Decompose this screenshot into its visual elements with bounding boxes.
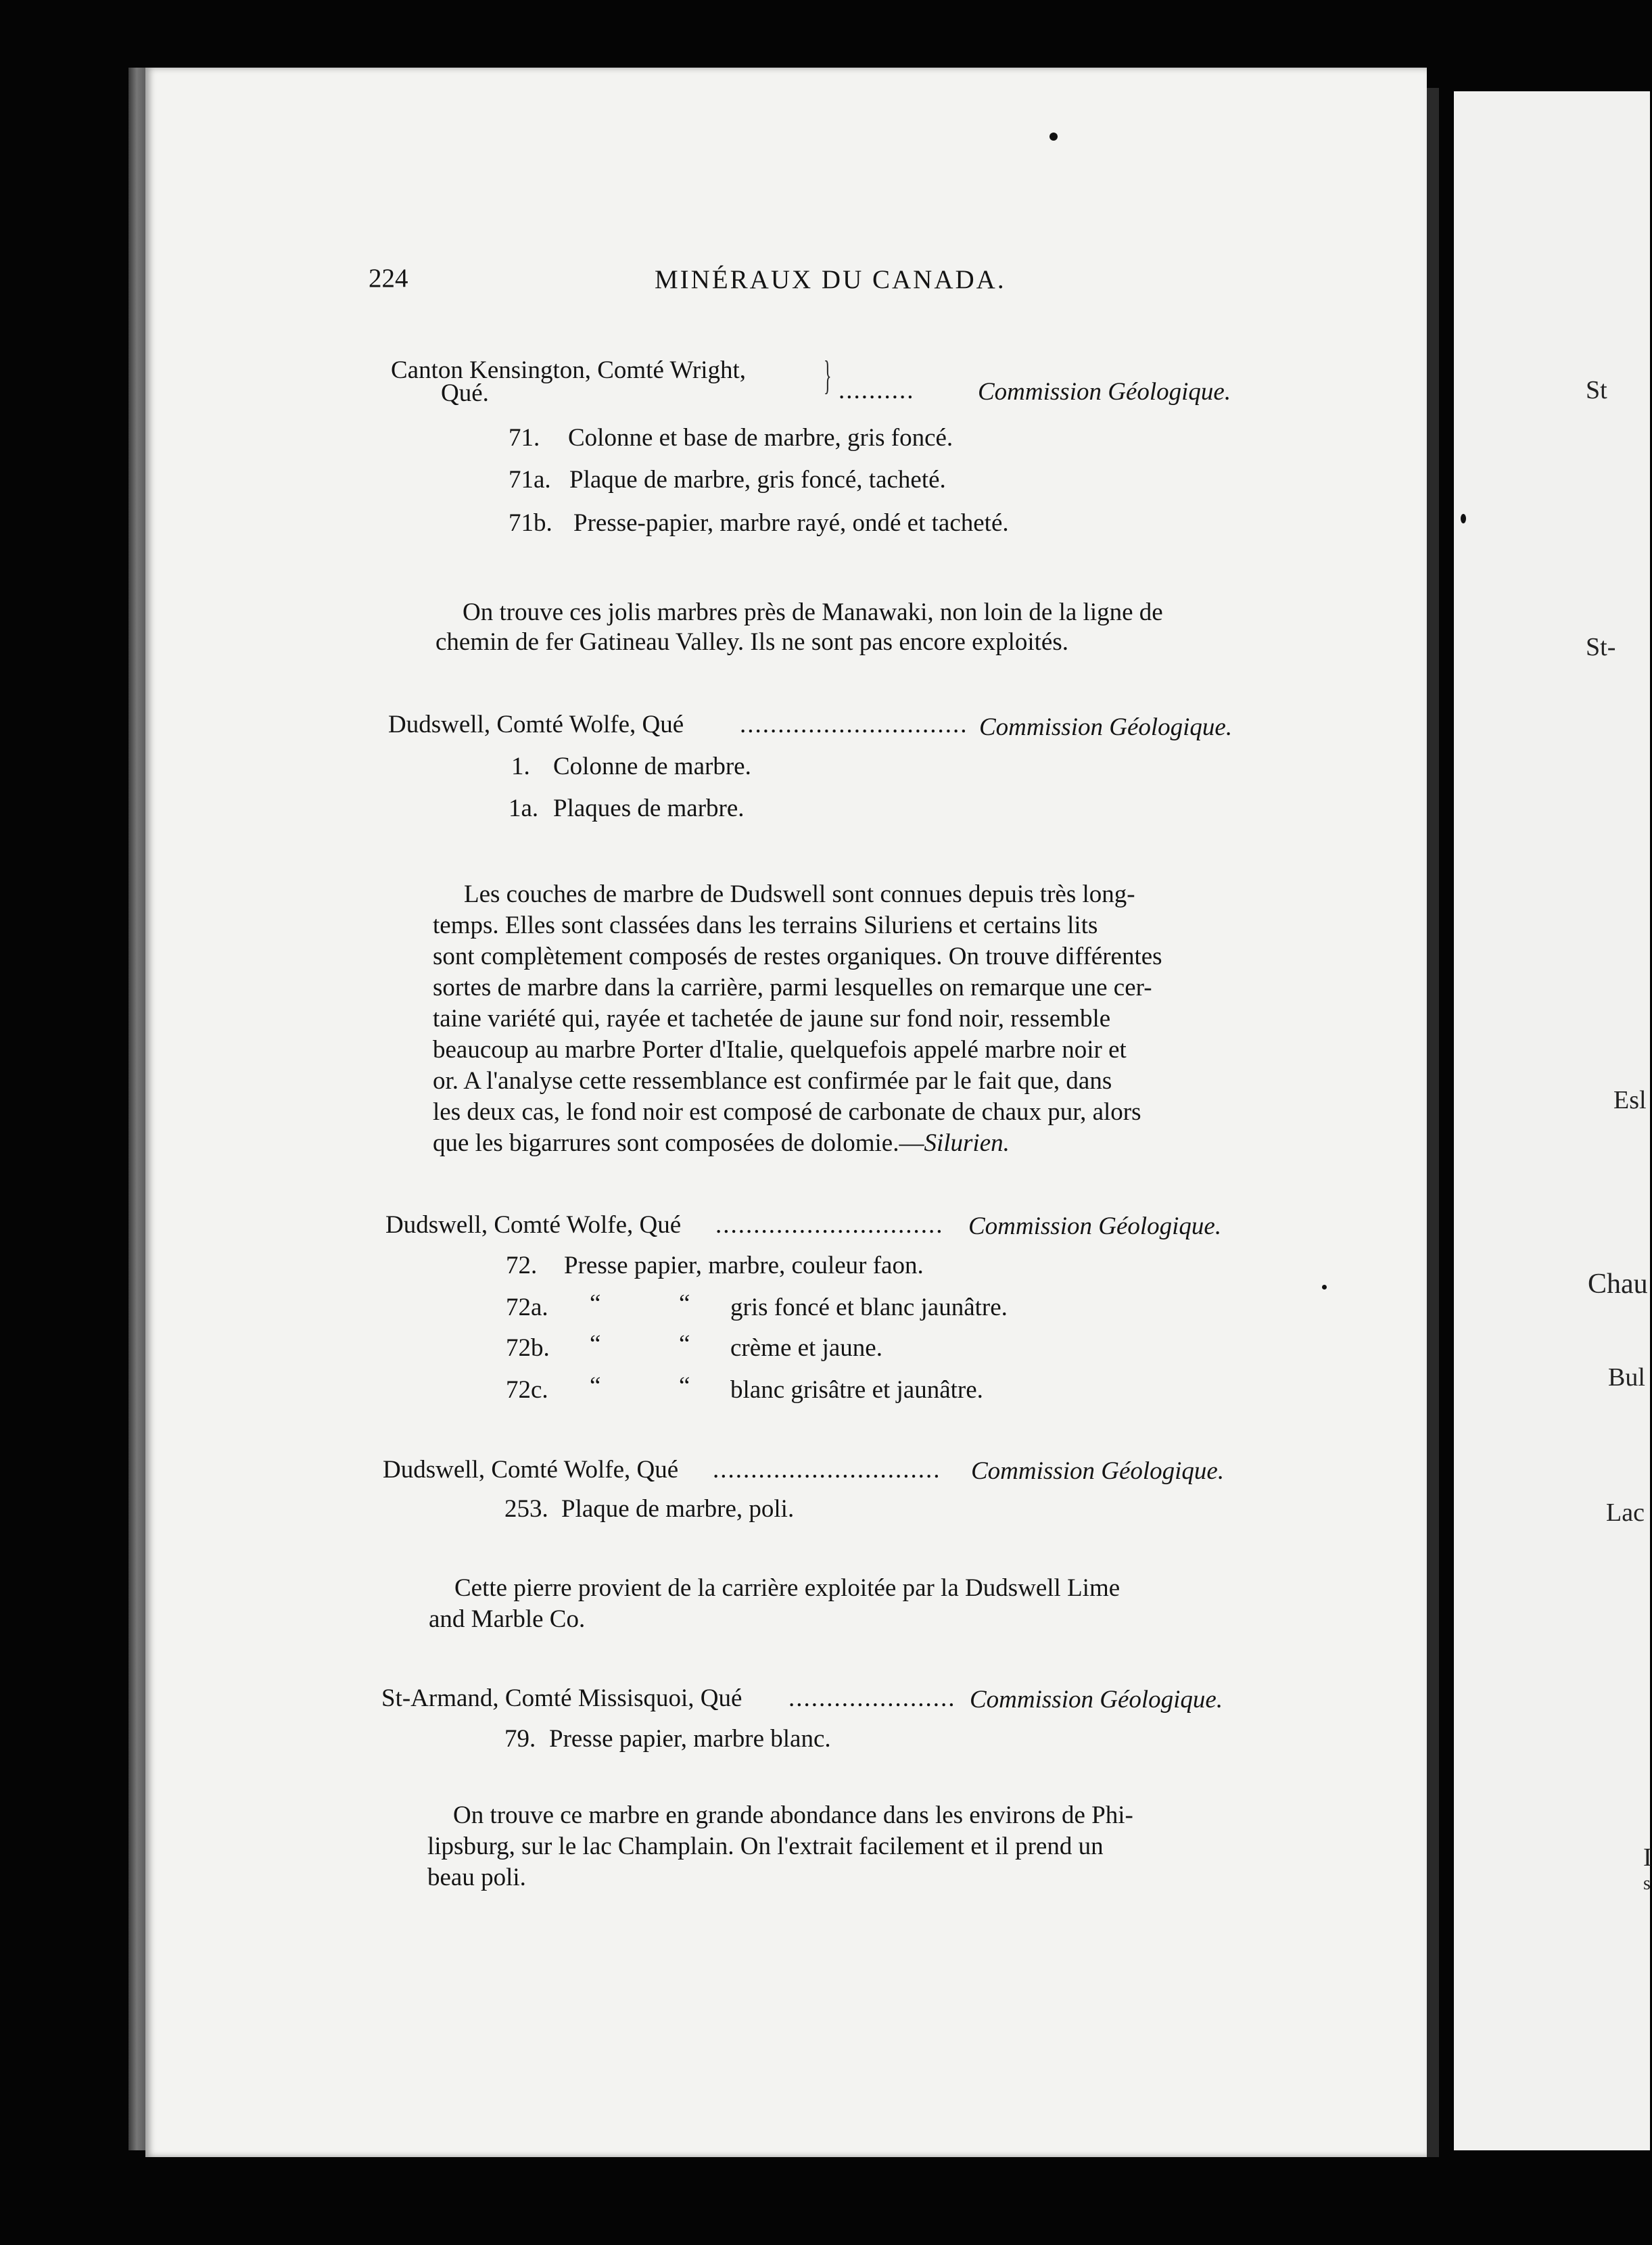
source-label: Commission Géologique. [971, 1457, 1225, 1485]
facing-page-fragment: Lac [1606, 1498, 1645, 1527]
facing-page-fragment: s [1643, 1873, 1651, 1894]
note-line: and Marble Co. [429, 1605, 586, 1633]
period-label: Silurien. [924, 1129, 1010, 1157]
scan-speck [1322, 1285, 1327, 1290]
item-number: 71. [509, 424, 540, 452]
page-gutter-shadow [1427, 88, 1439, 2157]
ditto-mark: “ [590, 1290, 601, 1317]
dot-leader: .............................. [740, 711, 968, 738]
item-text: Presse papier, marbre, couleur faon. [564, 1252, 924, 1279]
item-number: 253. [504, 1495, 548, 1523]
note-line: or. A l'analyse cette ressemblance est confirmée par le fait que, dans [433, 1067, 1112, 1095]
item-number: 71b. [509, 509, 552, 537]
item-number: 72a. [506, 1294, 548, 1321]
dot-leader: .......... [839, 377, 915, 404]
note-line: beaucoup au marbre Porter d'Italie, quelquefois appelé marbre noir et [433, 1036, 1127, 1064]
note-paragraph [427, 1800, 1270, 1893]
scan-speck [1461, 514, 1466, 523]
note-line: sortes de marbre dans la carrière, parmi lesquelles on remarque une cer- [433, 974, 1152, 1001]
source-label: Commission Géologique. [968, 1212, 1222, 1240]
facing-page-fragment: St [1586, 376, 1607, 404]
facing-page-fragment: Chau [1588, 1269, 1648, 1300]
note-line: chemin de fer Gatineau Valley. Ils ne sont pas encore exploités. [435, 628, 1068, 656]
note-line: beau poli. [427, 1864, 526, 1891]
note-line: que les bigarrures sont composées de dolomie.— [433, 1129, 924, 1157]
item-number: 1a. [509, 795, 539, 822]
note-line: Cette pierre provient de la carrière exploitée par la Dudswell Lime [454, 1574, 1120, 1602]
locality-heading: Dudswell, Comté Wolfe, Qué [383, 1456, 679, 1484]
source-label: Commission Géologique. [979, 713, 1233, 741]
source-label: Commission Géologique. [970, 1686, 1223, 1714]
note-line: temps. Elles sont classées dans les terrains Siluriens et certains lits [433, 912, 1098, 939]
item-text: crème et jaune. [730, 1334, 882, 1362]
item-number: 72. [506, 1252, 538, 1279]
ditto-mark: “ [679, 1330, 690, 1358]
item-text: Presse-papier, marbre rayé, ondé et tacheté. [573, 509, 1009, 537]
dot-leader: .............................. [713, 1456, 941, 1484]
item-number: 79. [504, 1725, 536, 1753]
item-text: gris foncé et blanc jaunâtre. [730, 1294, 1008, 1321]
facing-page-fragment: St- [1586, 633, 1616, 661]
facing-page-fragment: Bul [1608, 1363, 1645, 1392]
locality-heading: Dudswell, Comté Wolfe, Qué [388, 711, 684, 738]
facing-page [1454, 91, 1650, 2150]
ditto-mark: “ [679, 1372, 690, 1400]
running-title: MINÉRAUX DU CANADA. [655, 265, 1006, 294]
scan-speck [1049, 133, 1058, 141]
dot-leader: ...................... [788, 1684, 956, 1712]
note-line: On trouve ces jolis marbres près de Manawaki, non loin de la ligne de [463, 598, 1163, 626]
item-text: blanc grisâtre et jaunâtre. [730, 1376, 983, 1404]
brace-glyph: } [824, 353, 832, 398]
locality-heading: Dudswell, Comté Wolfe, Qué [385, 1211, 682, 1239]
locality-heading: St-Armand, Comté Missisquoi, Qué [381, 1684, 742, 1712]
ditto-mark: “ [590, 1330, 601, 1358]
item-number: 72c. [506, 1376, 548, 1404]
page-number: 224 [369, 264, 408, 293]
note-line: les deux cas, le fond noir est composé de carbonate de chaux pur, alors [433, 1098, 1141, 1126]
note-paragraph [433, 879, 1278, 1159]
note-line: taine variété qui, rayée et tachetée de jaune sur fond noir, ressemble [433, 1005, 1111, 1033]
note-line: sont complètement composés de restes organiques. On trouve différentes [433, 943, 1162, 970]
dot-leader: .............................. [715, 1211, 944, 1239]
note-line: Les couches de marbre de Dudswell sont connues depuis très long- [464, 880, 1135, 908]
item-text: Plaque de marbre, poli. [561, 1495, 795, 1523]
facing-page-fragment: Esl [1613, 1086, 1647, 1114]
ditto-mark: “ [590, 1372, 601, 1400]
item-number: 1. [511, 753, 530, 780]
item-number: 72b. [506, 1334, 550, 1362]
item-number: 71a. [509, 466, 551, 494]
item-text: Presse papier, marbre blanc. [549, 1725, 831, 1753]
source-label: Commission Géologique. [978, 378, 1231, 406]
locality-heading-cont: Qué. [441, 379, 489, 407]
ditto-mark: “ [679, 1290, 690, 1317]
note-paragraph [429, 1573, 1271, 1635]
item-text: Plaques de marbre. [553, 795, 745, 822]
item-text: Colonne de marbre. [553, 753, 751, 780]
facing-page-fragment: I [1643, 1843, 1652, 1872]
note-line: On trouve ce marbre en grande abondance dans les environs de Phi- [453, 1801, 1133, 1829]
item-text: Colonne et base de marbre, gris foncé. [568, 424, 953, 452]
locality-heading: Canton Kensington, Comté Wright, [391, 356, 747, 384]
item-text: Plaque de marbre, gris foncé, tacheté. [569, 466, 946, 494]
note-line: lipsburg, sur le lac Champlain. On l'extrait facilement et il prend un [427, 1833, 1104, 1860]
